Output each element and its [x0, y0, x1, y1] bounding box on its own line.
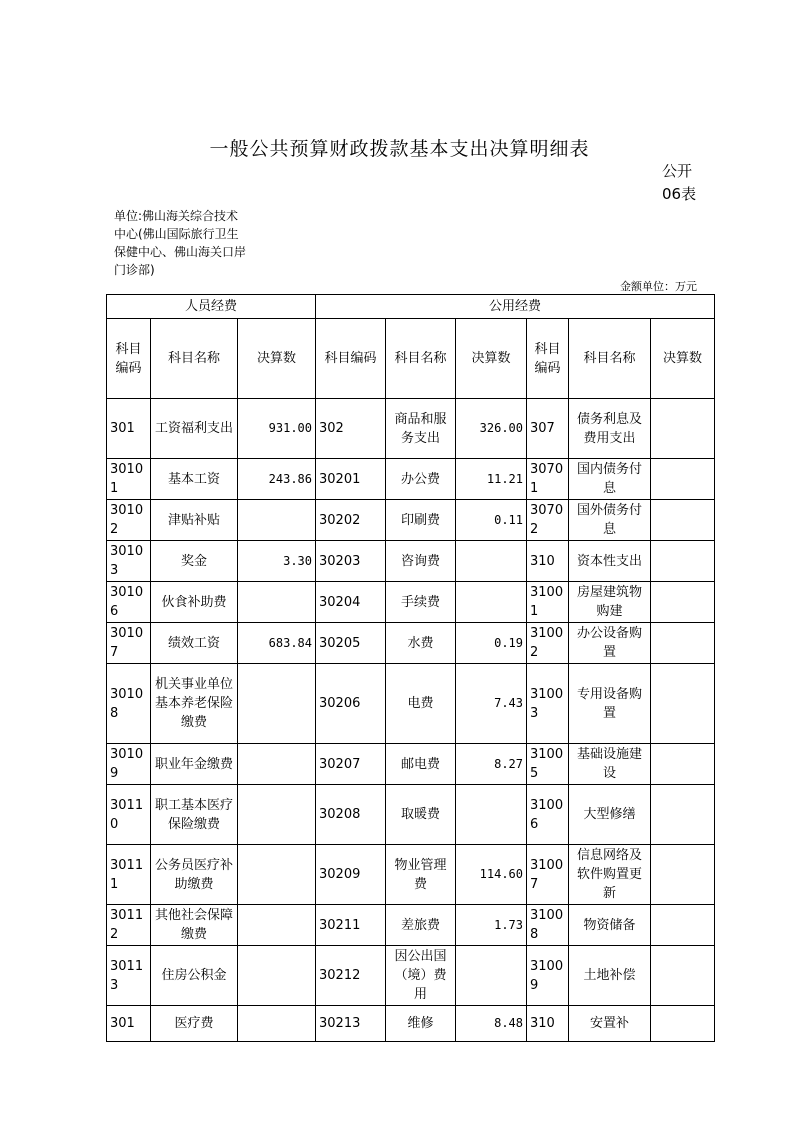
cell-amount-2: 0.19	[456, 623, 527, 664]
cell-amount-2: 326.00	[456, 399, 527, 459]
cell-amount-2	[456, 541, 527, 582]
cell-code-3: 31007	[527, 845, 569, 905]
cell-code-2: 30213	[316, 1006, 386, 1042]
cell-amount	[238, 845, 316, 905]
cell-amount-2: 1.73	[456, 905, 527, 946]
cell-code: 301	[107, 399, 151, 459]
cell-code-3: 31003	[527, 664, 569, 744]
cell-amount: 3.30	[238, 541, 316, 582]
cell-code: 30101	[107, 459, 151, 500]
cell-amount-3	[651, 541, 715, 582]
column-header-row	[107, 319, 715, 399]
cell-amount-2: 11.21	[456, 459, 527, 500]
cell-name-3: 专用设备购置	[569, 664, 651, 744]
cell-code: 30108	[107, 664, 151, 744]
cell-amount	[238, 664, 316, 744]
cell-code-3: 31006	[527, 785, 569, 845]
cell-name: 津贴补贴	[151, 500, 238, 541]
cell-name: 医疗费	[151, 1006, 238, 1042]
cell-amount: 243.86	[238, 459, 316, 500]
cell-name-2: 电费	[386, 664, 456, 744]
cell-amount-3	[651, 946, 715, 1006]
table-row	[107, 623, 715, 664]
cell-name: 基本工资	[151, 459, 238, 500]
table-row	[107, 459, 715, 500]
cell-code: 30110	[107, 785, 151, 845]
cell-code-3: 30701	[527, 459, 569, 500]
cell-amount-3	[651, 582, 715, 623]
header-code-2: 科目编码	[316, 319, 386, 399]
cell-amount-2: 114.60	[456, 845, 527, 905]
cell-name-3: 物资储备	[569, 905, 651, 946]
cell-name: 职业年金缴费	[151, 744, 238, 785]
table-row	[107, 785, 715, 845]
table-row	[107, 399, 715, 459]
table-row	[107, 582, 715, 623]
cell-name-3: 土地补偿	[569, 946, 651, 1006]
cell-name: 工资福利支出	[151, 399, 238, 459]
cell-name-3: 信息网络及软件购置更新	[569, 845, 651, 905]
cell-code: 30109	[107, 744, 151, 785]
cell-code: 30103	[107, 541, 151, 582]
cell-code-2: 30211	[316, 905, 386, 946]
cell-code: 30111	[107, 845, 151, 905]
group-personnel: 人员经费	[107, 295, 316, 319]
table-row	[107, 664, 715, 744]
cell-name-3: 安置补	[569, 1006, 651, 1042]
cell-amount-2	[456, 582, 527, 623]
cell-amount-3	[651, 500, 715, 541]
cell-code-2: 30208	[316, 785, 386, 845]
cell-amount-3	[651, 459, 715, 500]
cell-name-2: 维修	[386, 1006, 456, 1042]
cell-name: 公务员医疗补助缴费	[151, 845, 238, 905]
cell-code-2: 30209	[316, 845, 386, 905]
cell-name-2: 水费	[386, 623, 456, 664]
header-code: 科目编码	[107, 319, 151, 399]
cell-code-3: 307	[527, 399, 569, 459]
table-row	[107, 541, 715, 582]
cell-amount-2	[456, 946, 527, 1006]
cell-name-2: 手续费	[386, 582, 456, 623]
cell-name: 奖金	[151, 541, 238, 582]
table-number: 06表	[662, 185, 697, 203]
cell-name-2: 因公出国（境）费用	[386, 946, 456, 1006]
header-name-2: 科目名称	[386, 319, 456, 399]
cell-name: 职工基本医疗保险缴费	[151, 785, 238, 845]
public-label: 公开	[662, 162, 693, 180]
cell-name-3: 资本性支出	[569, 541, 651, 582]
cell-amount	[238, 1006, 316, 1042]
cell-amount-3	[651, 785, 715, 845]
budget-table	[106, 294, 715, 1042]
cell-amount-2: 8.27	[456, 744, 527, 785]
cell-code-3: 310	[527, 541, 569, 582]
cell-name-3: 房屋建筑物购建	[569, 582, 651, 623]
cell-name-2: 邮电费	[386, 744, 456, 785]
unit-label: 单位:佛山海关综合技术中心(佛山国际旅行卫生保健中心、佛山海关口岸门诊部)	[114, 209, 247, 277]
cell-amount-3	[651, 1006, 715, 1042]
cell-amount-3	[651, 905, 715, 946]
cell-name-3: 债务利息及费用支出	[569, 399, 651, 459]
cell-amount: 931.00	[238, 399, 316, 459]
cell-amount-3	[651, 845, 715, 905]
cell-name-3: 国外债务付息	[569, 500, 651, 541]
cell-code: 30113	[107, 946, 151, 1006]
cell-code-2: 302	[316, 399, 386, 459]
header-amount: 决算数	[238, 319, 316, 399]
cell-name-2: 咨询费	[386, 541, 456, 582]
cell-name-3: 国内债务付息	[569, 459, 651, 500]
cell-code: 301	[107, 1006, 151, 1042]
cell-name: 住房公积金	[151, 946, 238, 1006]
cell-code-2: 30207	[316, 744, 386, 785]
group-header-row	[107, 295, 715, 319]
cell-code-3: 31009	[527, 946, 569, 1006]
cell-amount-2: 0.11	[456, 500, 527, 541]
cell-code-3: 31008	[527, 905, 569, 946]
cell-amount	[238, 785, 316, 845]
cell-code-3: 31002	[527, 623, 569, 664]
table-row	[107, 946, 715, 1006]
cell-amount-2: 8.48	[456, 1006, 527, 1042]
header-name-3: 科目名称	[569, 319, 651, 399]
cell-amount	[238, 946, 316, 1006]
group-public: 公用经费	[316, 295, 715, 319]
table-row	[107, 744, 715, 785]
cell-code-2: 30201	[316, 459, 386, 500]
amount-unit: 金额单位：万元	[620, 280, 697, 293]
cell-amount	[238, 744, 316, 785]
public-label-block	[662, 160, 696, 206]
cell-amount-2: 7.43	[456, 664, 527, 744]
cell-code-2: 30212	[316, 946, 386, 1006]
cell-amount	[238, 500, 316, 541]
cell-name-2: 物业管理费	[386, 845, 456, 905]
cell-name-2: 差旅费	[386, 905, 456, 946]
header-name: 科目名称	[151, 319, 238, 399]
cell-amount	[238, 905, 316, 946]
table-row	[107, 905, 715, 946]
cell-amount-3	[651, 664, 715, 744]
cell-name: 伙食补助费	[151, 582, 238, 623]
cell-name-2: 办公费	[386, 459, 456, 500]
cell-code: 30106	[107, 582, 151, 623]
cell-code-3: 31005	[527, 744, 569, 785]
cell-code-3: 31001	[527, 582, 569, 623]
cell-amount-3	[651, 623, 715, 664]
cell-code-2: 30204	[316, 582, 386, 623]
cell-code: 30107	[107, 623, 151, 664]
header-amount-2: 决算数	[456, 319, 527, 399]
cell-name-3: 办公设备购置	[569, 623, 651, 664]
cell-amount-2	[456, 785, 527, 845]
cell-name: 其他社会保障缴费	[151, 905, 238, 946]
header-amount-3: 决算数	[651, 319, 715, 399]
table-row	[107, 500, 715, 541]
cell-amount	[238, 582, 316, 623]
header-code-3: 科目编码	[527, 319, 569, 399]
cell-code-3: 310	[527, 1006, 569, 1042]
cell-code-2: 30206	[316, 664, 386, 744]
cell-code: 30102	[107, 500, 151, 541]
cell-name-3: 大型修缮	[569, 785, 651, 845]
cell-name: 机关事业单位基本养老保险缴费	[151, 664, 238, 744]
cell-code-2: 30205	[316, 623, 386, 664]
cell-amount-3	[651, 744, 715, 785]
cell-code: 30112	[107, 905, 151, 946]
cell-code-2: 30202	[316, 500, 386, 541]
cell-code-2: 30203	[316, 541, 386, 582]
table-row	[107, 1006, 715, 1042]
cell-name-2: 商品和服务支出	[386, 399, 456, 459]
cell-name-2: 取暖费	[386, 785, 456, 845]
table-row	[107, 845, 715, 905]
cell-amount: 683.84	[238, 623, 316, 664]
cell-amount-3	[651, 399, 715, 459]
cell-name-3: 基础设施建设	[569, 744, 651, 785]
cell-code-3: 30702	[527, 500, 569, 541]
cell-name-2: 印刷费	[386, 500, 456, 541]
cell-name: 绩效工资	[151, 623, 238, 664]
page-title: 一般公共预算财政拨款基本支出决算明细表	[209, 138, 590, 160]
